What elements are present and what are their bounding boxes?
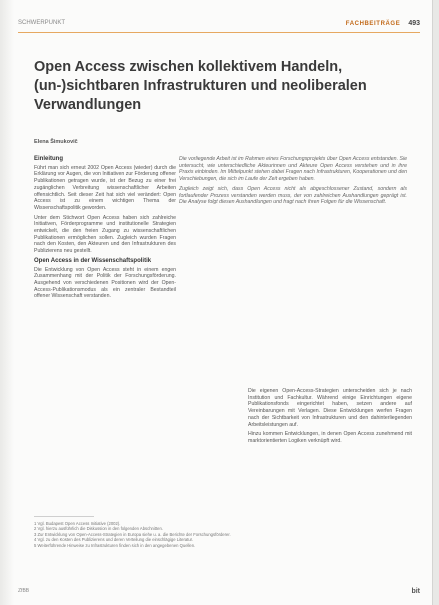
footnote: 3 Zur Entwicklung von Open-Access-Strategien in Europa siehe u. a. die Berichte der Forschungsförderer. [34, 531, 231, 537]
page-edge [432, 0, 439, 605]
footnote: 2 Vgl. hierzu ausführlich die Diskussion in den folgenden Abschnitten. [34, 526, 163, 532]
header-left-text: SCHWERPUNKT [18, 20, 66, 26]
binding-shade [0, 0, 14, 605]
header-right [346, 20, 420, 27]
quote-paragraph: Zugleich zeigt sich, dass Open Access nicht als abgeschlossener Zustand, sondern als fortlaufender Prozess verstanden werden muss, der von zahlreichen Aushandlungen geprägt ist. Die Analyse folgt diesen Aushandlungen und fragt nach ihren Folgen für die Wissenschaft. [179, 185, 407, 206]
quote-paragraph: Die vorliegende Arbeit ist im Rahmen eines Forschungsprojekts über Open Access entstanden. Sie untersucht, wie unterschiedliche Akteurinnen und Akteure Open Access verstehen und in ihre Praxis einbinden. Im Mittelpunkt stehen dabei Fragen nach Infrastrukturen, Kooperationen und den Verschiebungen, die sich im Laufe der Zeit ergeben haben. [179, 156, 407, 183]
intro-paragraph: Führt man sich erneut 2002 Open Access (wieder) durch die Erklärung vor Augen, die von Initiativen zur Förderung offener Publikationen getragen wurde, ist der Bezug zu einer frei zugänglichen Verbreitung wissenschaftlicher Arbeiten offensichtlich. Seit dieser Zeit hat sich viel verändert: Open Access ist zu einem wichtigen Thema der Wissenschaftspolitik geworden. [34, 164, 176, 211]
right-paragraph: Die eigenen Open-Access-Strategien unterscheiden sich je nach Institution und Fachkultur. Während einige Einrichtungen eigene Publikationsfonds eingerichtet haben, setzen andere auf Vereinbarungen mit Verlagen. Diese Entwicklungen werfen Fragen nach der Sichtbarkeit von Infrastrukturen und den dahinterliegenden Arbeitsleistungen auf. [248, 388, 412, 428]
footer-left-text: ZfBB [18, 588, 30, 594]
article-author: Elena Šimukovič [34, 139, 78, 145]
footer-right [411, 588, 420, 595]
footnote-rule [34, 516, 94, 517]
article-title: Open Access zwischen kollektivem Handeln, (un-)sichtbaren Infrastrukturen und neoliberalen Verwandlungen [34, 59, 367, 113]
section-tag: FACHBEITRÄGE [345, 20, 401, 27]
intro-paragraph: Unter dem Stichwort Open Access haben sich zahlreiche Initiativen, Förderprogramme und institutionelle Strategien entwickelt, die den freien Zugang zu wissenschaftlichen Publikationen ermöglichen sollen. Zugleich wurden Fragen nach den Kosten, den Akteuren und den Infrastrukturen des Publizierens neu gestellt. [34, 214, 176, 255]
left-column [34, 156, 176, 303]
footnotes [34, 521, 414, 548]
section-heading: Open Access in der Wissenschaftspolitik [34, 257, 152, 264]
running-header [18, 20, 420, 30]
right-paragraph: Hinzu kommen Entwicklungen, in denen Open Access zunehmend mit marktorientierten Logiken verknüpft wird. [248, 431, 412, 444]
right-column [248, 388, 412, 448]
intro-heading: Einleitung [34, 156, 63, 162]
footnote: 4 Vgl. zu den Kosten des Publizierens und deren Verteilung die einschlägige Literatur. [34, 537, 193, 543]
section-paragraph: Die Entwicklung von Open Access steht in einem engen Zusammenhang mit der Politik der Forschungsförderung. Ausgehend von verschiedenen Positionen wird der Open-Access-Publikationsmodus als ein zentraler Bestandteil offener Wissenschaft verstanden. [34, 266, 176, 300]
quote-block [179, 156, 407, 209]
running-footer [18, 588, 420, 596]
footnote: 5 Weiterführende Hinweise zu Infrastrukturen finden sich in den angegebenen Quellen. [34, 542, 196, 548]
footnote: 1 Vgl. Budapest Open Access Initiative (2002). [34, 521, 121, 526]
journal-logo: bit [411, 588, 420, 595]
header-rule [18, 32, 420, 33]
page-number: 493 [408, 20, 420, 27]
